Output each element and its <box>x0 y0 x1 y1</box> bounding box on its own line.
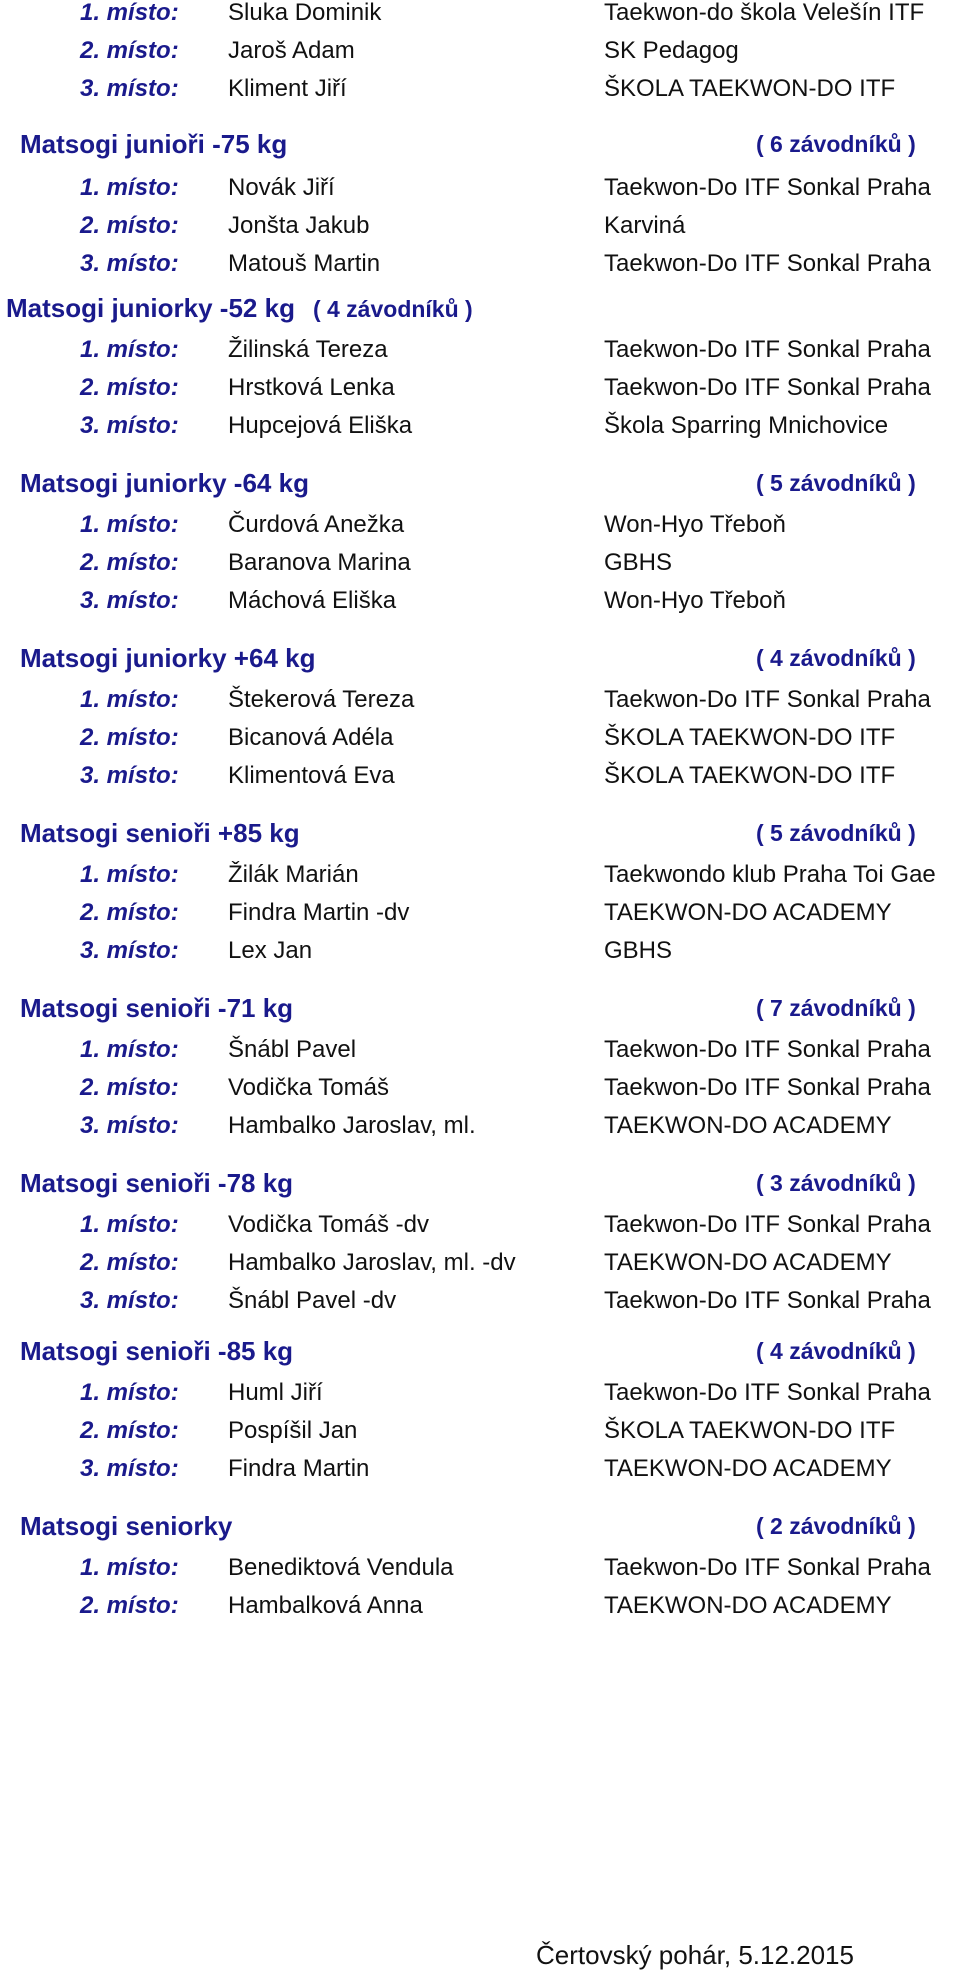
competitor-name: Šnábl Pavel <box>228 1036 357 1063</box>
result-row <box>0 333 960 367</box>
result-row <box>0 546 960 580</box>
place-label: 1. místo: <box>80 686 179 713</box>
place-label: 3. místo: <box>80 75 179 102</box>
club-name: TAEKWON-DO ACADEMY <box>604 1455 892 1482</box>
competitor-name: Findra Martin -dv <box>228 899 410 926</box>
result-row <box>0 1551 960 1585</box>
club-name: Taekwon-Do ITF Sonkal Praha <box>604 374 931 401</box>
competitor-name: Klimentová Eva <box>228 762 395 789</box>
competitor-name: Hambalko Jaroslav, ml. <box>228 1112 476 1139</box>
club-name: Won-Hyo Třeboň <box>604 587 786 614</box>
club-name: ŠKOLA TAEKWON-DO ITF <box>604 75 896 102</box>
result-row <box>0 584 960 618</box>
place-label: 2. místo: <box>80 1592 179 1619</box>
competitor-name: Matouš Martin <box>228 250 381 277</box>
category-heading <box>20 815 940 851</box>
place-label: 2. místo: <box>80 549 179 576</box>
club-name: Won-Hyo Třeboň <box>604 511 786 538</box>
competitor-count: ( 5 závodníků ) <box>756 820 916 846</box>
club-name: ŠKOLA TAEKWON-DO ITF <box>604 1417 896 1444</box>
result-row <box>0 1208 960 1242</box>
category-heading <box>20 640 940 676</box>
result-row <box>0 1414 960 1448</box>
category-heading <box>20 1165 940 1201</box>
category-title: Matsogi senioři -78 kg <box>20 1168 294 1198</box>
club-name: TAEKWON-DO ACADEMY <box>604 1112 892 1139</box>
result-row <box>0 247 960 281</box>
competitor-name: Hambalková Anna <box>228 1592 423 1619</box>
competitor-name: Jaroš Adam <box>228 37 355 64</box>
result-row <box>0 1071 960 1105</box>
place-label: 1. místo: <box>80 0 179 26</box>
place-label: 2. místo: <box>80 724 179 751</box>
place-label: 2. místo: <box>80 899 179 926</box>
result-row <box>0 1284 960 1318</box>
competitor-name: Vodička Tomáš <box>228 1074 389 1101</box>
competitor-name: Bicanová Adéla <box>228 724 394 751</box>
result-row <box>0 1246 960 1280</box>
competitor-name: Pospíšil Jan <box>228 1417 358 1444</box>
result-row <box>0 1452 960 1486</box>
club-name: Taekwon-Do ITF Sonkal Praha <box>604 686 931 713</box>
place-label: 3. místo: <box>80 587 179 614</box>
result-row <box>0 209 960 243</box>
place-label: 3. místo: <box>80 412 179 439</box>
place-label: 1. místo: <box>80 511 179 538</box>
club-name: GBHS <box>604 937 673 964</box>
club-name: Karviná <box>604 212 686 239</box>
result-row <box>0 34 960 68</box>
club-name: Taekwon-Do ITF Sonkal Praha <box>604 1379 931 1406</box>
place-label: 1. místo: <box>80 1379 179 1406</box>
category-title: Matsogi juniorky +64 kg <box>20 643 316 673</box>
result-row <box>0 371 960 405</box>
category-heading <box>20 465 940 501</box>
competitor-name: Čurdová Anežka <box>228 511 405 538</box>
competitor-name: Štekerová Tereza <box>228 686 415 713</box>
competitor-name: Šnábl Pavel -dv <box>228 1287 397 1314</box>
category-title: Matsogi junioři -75 kg <box>20 129 288 159</box>
club-name: Taekwon-Do ITF Sonkal Praha <box>604 336 931 363</box>
club-name: Taekwon-Do ITF Sonkal Praha <box>604 1287 931 1314</box>
place-label: 1. místo: <box>80 336 179 363</box>
place-label: 3. místo: <box>80 1287 179 1314</box>
place-label: 3. místo: <box>80 762 179 789</box>
category-title: Matsogi juniorky -52 kg <box>6 293 295 323</box>
place-label: 1. místo: <box>80 1036 179 1063</box>
place-label: 2. místo: <box>80 1417 179 1444</box>
club-name: GBHS <box>604 549 673 576</box>
result-row <box>0 72 960 106</box>
club-name: TAEKWON-DO ACADEMY <box>604 899 892 926</box>
club-name: TAEKWON-DO ACADEMY <box>604 1249 892 1276</box>
category-title: Matsogi senioři -71 kg <box>20 993 294 1023</box>
competitor-count: ( 4 závodníků ) <box>756 1338 916 1364</box>
result-row <box>0 759 960 793</box>
place-label: 2. místo: <box>80 37 179 64</box>
category-heading <box>20 1508 940 1544</box>
result-row <box>0 171 960 205</box>
place-label: 2. místo: <box>80 212 179 239</box>
competitor-name: Hrstková Lenka <box>228 374 395 401</box>
club-name: Taekwon-Do ITF Sonkal Praha <box>604 1074 931 1101</box>
competitor-count: ( 7 závodníků ) <box>756 995 916 1021</box>
result-row <box>0 0 960 30</box>
club-name: TAEKWON-DO ACADEMY <box>604 1592 892 1619</box>
competitor-name: Huml Jiří <box>228 1379 323 1406</box>
result-row <box>0 409 960 443</box>
result-row <box>0 683 960 717</box>
competitor-name: Jonšta Jakub <box>228 212 370 239</box>
place-label: 3. místo: <box>80 1455 179 1482</box>
competitor-count: ( 4 závodníků ) <box>312 296 473 322</box>
category-heading <box>20 126 940 162</box>
category-heading <box>6 290 946 326</box>
competitor-count: ( 3 závodníků ) <box>756 1170 916 1196</box>
category-heading <box>20 1333 940 1369</box>
competitor-name: Hupcejová Eliška <box>228 412 413 439</box>
place-label: 2. místo: <box>80 1249 179 1276</box>
competitor-name: Hambalko Jaroslav, ml. -dv <box>228 1249 516 1276</box>
competitor-name: Máchová Eliška <box>228 587 397 614</box>
place-label: 1. místo: <box>80 1211 179 1238</box>
club-name: ŠKOLA TAEKWON-DO ITF <box>604 724 896 751</box>
club-name: Taekwon-Do ITF Sonkal Praha <box>604 1036 931 1063</box>
category-title: Matsogi juniorky -64 kg <box>20 468 309 498</box>
result-row <box>0 896 960 930</box>
club-name: Taekwon-Do ITF Sonkal Praha <box>604 1211 931 1238</box>
club-name: Taekwon-Do ITF Sonkal Praha <box>604 1554 931 1581</box>
club-name: Taekwon-Do ITF Sonkal Praha <box>604 174 931 201</box>
place-label: 3. místo: <box>80 1112 179 1139</box>
club-name: Taekwon-do škola Velešín ITF <box>604 0 925 26</box>
result-row <box>0 1033 960 1067</box>
result-row <box>0 508 960 542</box>
competitor-name: Lex Jan <box>228 937 313 964</box>
place-label: 2. místo: <box>80 374 179 401</box>
competitor-name: Sluka Dominik <box>228 0 382 26</box>
category-heading <box>20 990 940 1026</box>
result-row <box>0 858 960 892</box>
competitor-name: Novák Jiří <box>228 174 335 201</box>
place-label: 3. místo: <box>80 937 179 964</box>
club-name: Taekwon-Do ITF Sonkal Praha <box>604 250 931 277</box>
competitor-count: ( 4 závodníků ) <box>756 645 916 671</box>
result-row <box>0 1589 960 1623</box>
competitor-count: ( 2 závodníků ) <box>756 1513 916 1539</box>
competitor-name: Žilinská Tereza <box>228 336 388 363</box>
competitor-name: Vodička Tomáš -dv <box>228 1211 429 1238</box>
club-name: SK Pedagog <box>604 37 739 64</box>
result-row <box>0 721 960 755</box>
competitor-count: ( 5 závodníků ) <box>756 470 916 496</box>
place-label: 1. místo: <box>80 861 179 888</box>
place-label: 2. místo: <box>80 1074 179 1101</box>
club-name: Škola Sparring Mnichovice <box>604 412 889 439</box>
place-label: 1. místo: <box>80 1554 179 1581</box>
footer-event-date: Čertovský pohár, 5.12.2015 <box>536 1940 854 1970</box>
place-label: 3. místo: <box>80 250 179 277</box>
result-row <box>0 1376 960 1410</box>
competitor-name: Žilák Marián <box>228 861 359 888</box>
category-title: Matsogi senioři -85 kg <box>20 1336 294 1366</box>
competitor-name: Findra Martin <box>228 1455 370 1482</box>
result-row <box>0 934 960 968</box>
place-label: 1. místo: <box>80 174 179 201</box>
competitor-name: Benediktová Vendula <box>228 1554 454 1581</box>
competitor-name: Kliment Jiří <box>228 75 347 102</box>
competitor-name: Baranova Marina <box>228 549 411 576</box>
category-title: Matsogi senioři +85 kg <box>20 818 300 848</box>
category-title: Matsogi seniorky <box>20 1511 233 1541</box>
club-name: Taekwondo klub Praha Toi Gae <box>604 861 936 888</box>
result-row <box>0 1109 960 1143</box>
club-name: ŠKOLA TAEKWON-DO ITF <box>604 762 896 789</box>
competitor-count: ( 6 závodníků ) <box>756 131 916 157</box>
